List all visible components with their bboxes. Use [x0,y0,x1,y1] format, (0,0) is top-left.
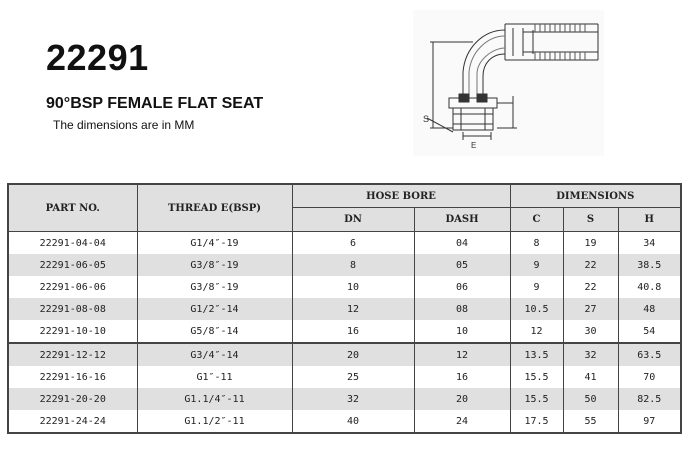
cell-c: 15.5 [510,366,563,388]
cell-h: 54 [618,320,681,343]
cell-thread: G3/8″-19 [137,276,292,298]
cell-thread: G1.1/4″-11 [137,388,292,410]
col-header-h: H [618,208,681,232]
cell-thread: G1″-11 [137,366,292,388]
cell-part-no: 22291-16-16 [8,366,137,388]
cell-h: 97 [618,410,681,433]
cell-thread: G3/4″-14 [137,343,292,366]
table-row [8,232,681,255]
cell-dn: 32 [292,388,414,410]
cell-s: 22 [563,276,618,298]
dimension-label-s: S [423,114,430,124]
cell-h: 40.8 [618,276,681,298]
cell-part-no: 22291-10-10 [8,320,137,343]
table-row [8,276,681,298]
cell-c: 9 [510,276,563,298]
cell-part-no: 22291-08-08 [8,298,137,320]
elbow-fitting-drawing-icon [413,10,604,156]
cell-dn: 16 [292,320,414,343]
col-header-dn: DN [292,208,414,232]
cell-h: 70 [618,366,681,388]
cell-part-no: 22291-12-12 [8,343,137,366]
cell-thread: G1/2″-14 [137,298,292,320]
fitting-drawing [413,10,604,156]
cell-thread: G1.1/2″-11 [137,410,292,433]
cell-dash: 12 [414,343,510,366]
cell-h: 38.5 [618,254,681,276]
cell-h: 34 [618,232,681,255]
cell-dash: 16 [414,366,510,388]
col-header-thread: THREAD E(BSP) [137,184,292,232]
cell-dash: 06 [414,276,510,298]
cell-s: 32 [563,343,618,366]
col-header-dimensions: DIMENSIONS [510,184,681,208]
cell-s: 50 [563,388,618,410]
cell-c: 10.5 [510,298,563,320]
cell-h: 82.5 [618,388,681,410]
cell-c: 8 [510,232,563,255]
cell-dn: 20 [292,343,414,366]
col-header-part-no: PART NO. [8,184,137,232]
table-row [8,388,681,410]
table-row [8,254,681,276]
cell-dash: 20 [414,388,510,410]
cell-s: 30 [563,320,618,343]
cell-dn: 40 [292,410,414,433]
cell-dash: 24 [414,410,510,433]
cell-part-no: 22291-06-06 [8,276,137,298]
cell-dash: 08 [414,298,510,320]
cell-thread: G3/8″-19 [137,254,292,276]
cell-dn: 25 [292,366,414,388]
cell-dn: 6 [292,232,414,255]
cell-s: 27 [563,298,618,320]
col-header-s: S [563,208,618,232]
product-title: 90°BSP FEMALE FLAT SEAT [46,95,264,112]
col-header-hose-bore: HOSE BORE [292,184,510,208]
cell-h: 48 [618,298,681,320]
cell-part-no: 22291-04-04 [8,232,137,255]
cell-s: 55 [563,410,618,433]
cell-part-no: 22291-06-05 [8,254,137,276]
cell-part-no: 22291-24-24 [8,410,137,433]
cell-c: 13.5 [510,343,563,366]
cell-c: 12 [510,320,563,343]
specifications-table [7,183,682,434]
units-note: The dimensions are in MM [53,118,195,132]
dimension-label-e: E [471,141,477,150]
cell-dash: 04 [414,232,510,255]
table-row [8,298,681,320]
cell-h: 63.5 [618,343,681,366]
cell-dn: 10 [292,276,414,298]
cell-s: 41 [563,366,618,388]
cell-c: 17.5 [510,410,563,433]
cell-c: 9 [510,254,563,276]
cell-s: 19 [563,232,618,255]
cell-c: 15.5 [510,388,563,410]
table-row [8,410,681,433]
cell-thread: G1/4″-19 [137,232,292,255]
col-header-dash: DASH [414,208,510,232]
cell-s: 22 [563,254,618,276]
cell-dn: 12 [292,298,414,320]
cell-dn: 8 [292,254,414,276]
cell-dash: 10 [414,320,510,343]
cell-thread: G5/8″-14 [137,320,292,343]
cell-part-no: 22291-20-20 [8,388,137,410]
table-header-row-group [8,184,681,208]
table-row [8,320,681,343]
col-header-c: C [510,208,563,232]
table-row [8,343,681,366]
table-row [8,366,681,388]
part-number-title: 22291 [46,37,149,78]
cell-dash: 05 [414,254,510,276]
